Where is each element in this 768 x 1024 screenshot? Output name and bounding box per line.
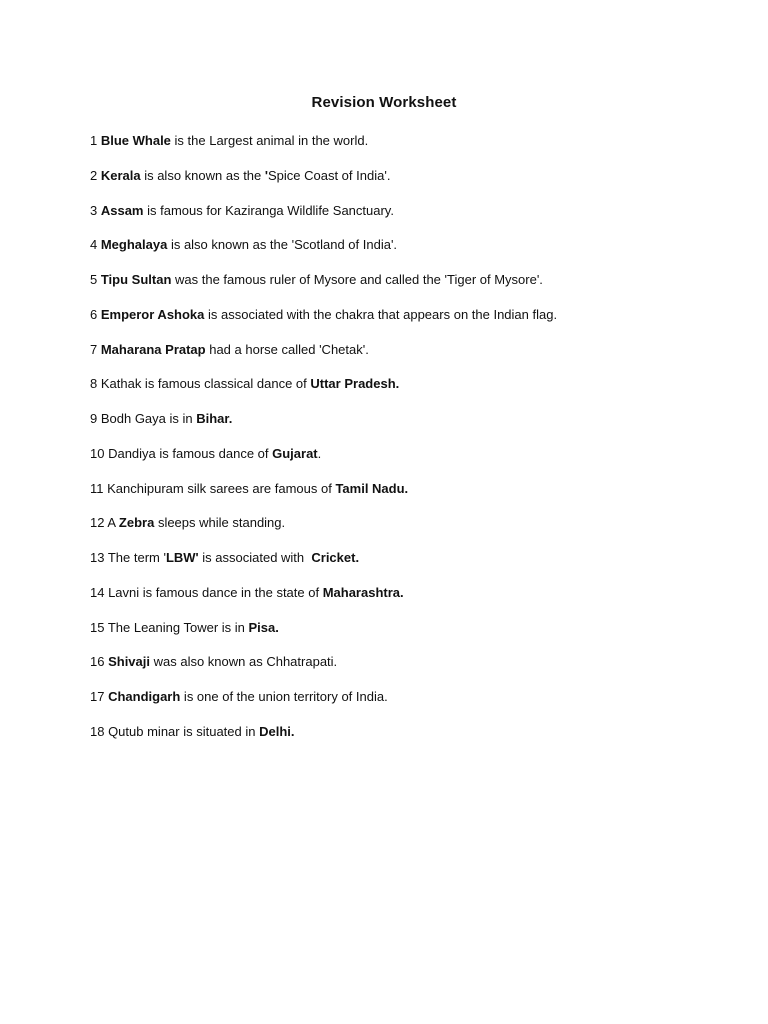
question-item — [90, 480, 730, 498]
question-text: 13 The term ' — [90, 550, 166, 565]
answer-text: LBW' — [165, 550, 199, 565]
question-item — [90, 271, 730, 289]
answer-text: Meghalaya — [100, 237, 168, 252]
question-item — [90, 584, 730, 602]
answer-text: Maharashtra. — [322, 585, 404, 600]
question-item — [90, 688, 730, 706]
question-text: had a horse called 'Chetak'. — [205, 342, 369, 357]
question-text: 14 Lavni is famous dance in the state of — [90, 585, 323, 600]
question-text: 15 The Leaning Tower is in — [90, 620, 249, 635]
question-text: 2 — [90, 168, 101, 183]
question-text: was the famous ruler of Mysore and called the 'Tiger of Mysore'. — [171, 272, 543, 287]
question-item — [90, 167, 730, 185]
question-text: 10 Dandiya is famous dance of — [90, 446, 273, 461]
question-item — [90, 341, 730, 359]
question-text: 17 — [90, 689, 109, 704]
question-text: sleeps while standing. — [154, 515, 286, 530]
question-text: is associated with the chakra that appears on the Indian flag. — [204, 307, 558, 322]
question-item — [90, 723, 730, 741]
question-text: 5 — [90, 272, 101, 287]
question-text: 6 — [90, 307, 101, 322]
question-text: 12 A — [90, 515, 119, 530]
answer-text: Kerala — [100, 168, 141, 183]
answer-text: Delhi. — [259, 724, 295, 739]
question-text: 4 — [90, 237, 101, 252]
question-text: was also known as Chhatrapati. — [150, 654, 338, 669]
answer-text: Bihar. — [196, 411, 233, 426]
question-text: 1 — [90, 133, 101, 148]
question-item — [90, 619, 730, 637]
answer-text: ' — [264, 168, 268, 183]
answer-text: Maharana Pratap — [100, 342, 206, 357]
answer-text: Cricket. — [311, 550, 360, 565]
question-item — [90, 306, 730, 324]
answer-text: Tipu Sultan — [100, 272, 172, 287]
question-text: 8 Kathak is famous classical dance of — [90, 376, 311, 391]
question-item — [90, 549, 730, 567]
answer-text: Emperor Ashoka — [100, 307, 205, 322]
question-text: is associated with — [198, 550, 312, 565]
question-text: is famous for Kaziranga Wildlife Sanctuary. — [143, 203, 394, 218]
question-text: . — [317, 446, 322, 461]
answer-text: Tamil Nadu. — [335, 481, 409, 496]
answer-text: Zebra — [118, 515, 155, 530]
answer-text: Blue Whale — [100, 133, 171, 148]
answer-text: Shivaji — [108, 654, 150, 669]
question-text: 11 Kanchipuram silk sarees are famous of — [90, 481, 336, 496]
question-item — [90, 132, 730, 150]
question-text: 3 — [90, 203, 101, 218]
question-text: 18 Qutub minar is situated in — [90, 724, 260, 739]
question-item — [90, 236, 730, 254]
answer-text: Assam — [100, 203, 144, 218]
answer-text: Pisa. — [248, 620, 279, 635]
answer-text: Uttar Pradesh. — [310, 376, 400, 391]
question-text: is the Largest animal in the world. — [170, 133, 369, 148]
question-text: is also known as the — [140, 168, 265, 183]
question-text: is also known as the 'Scotland of India'. — [167, 237, 398, 252]
question-text: 7 — [90, 342, 101, 357]
question-item — [90, 445, 730, 463]
question-text: is one of the union territory of India. — [180, 689, 388, 704]
worksheet-title: Revision Worksheet — [311, 94, 457, 111]
question-item — [90, 514, 730, 532]
question-item — [90, 202, 730, 220]
question-item — [90, 653, 730, 671]
question-text: 9 Bodh Gaya is in — [90, 411, 197, 426]
answer-text: Gujarat — [272, 446, 318, 461]
question-item — [90, 375, 730, 393]
question-text: 16 — [90, 654, 109, 669]
question-item — [90, 410, 730, 428]
question-text: Spice Coast of India'. — [267, 168, 391, 183]
answer-text: Chandigarh — [108, 689, 181, 704]
